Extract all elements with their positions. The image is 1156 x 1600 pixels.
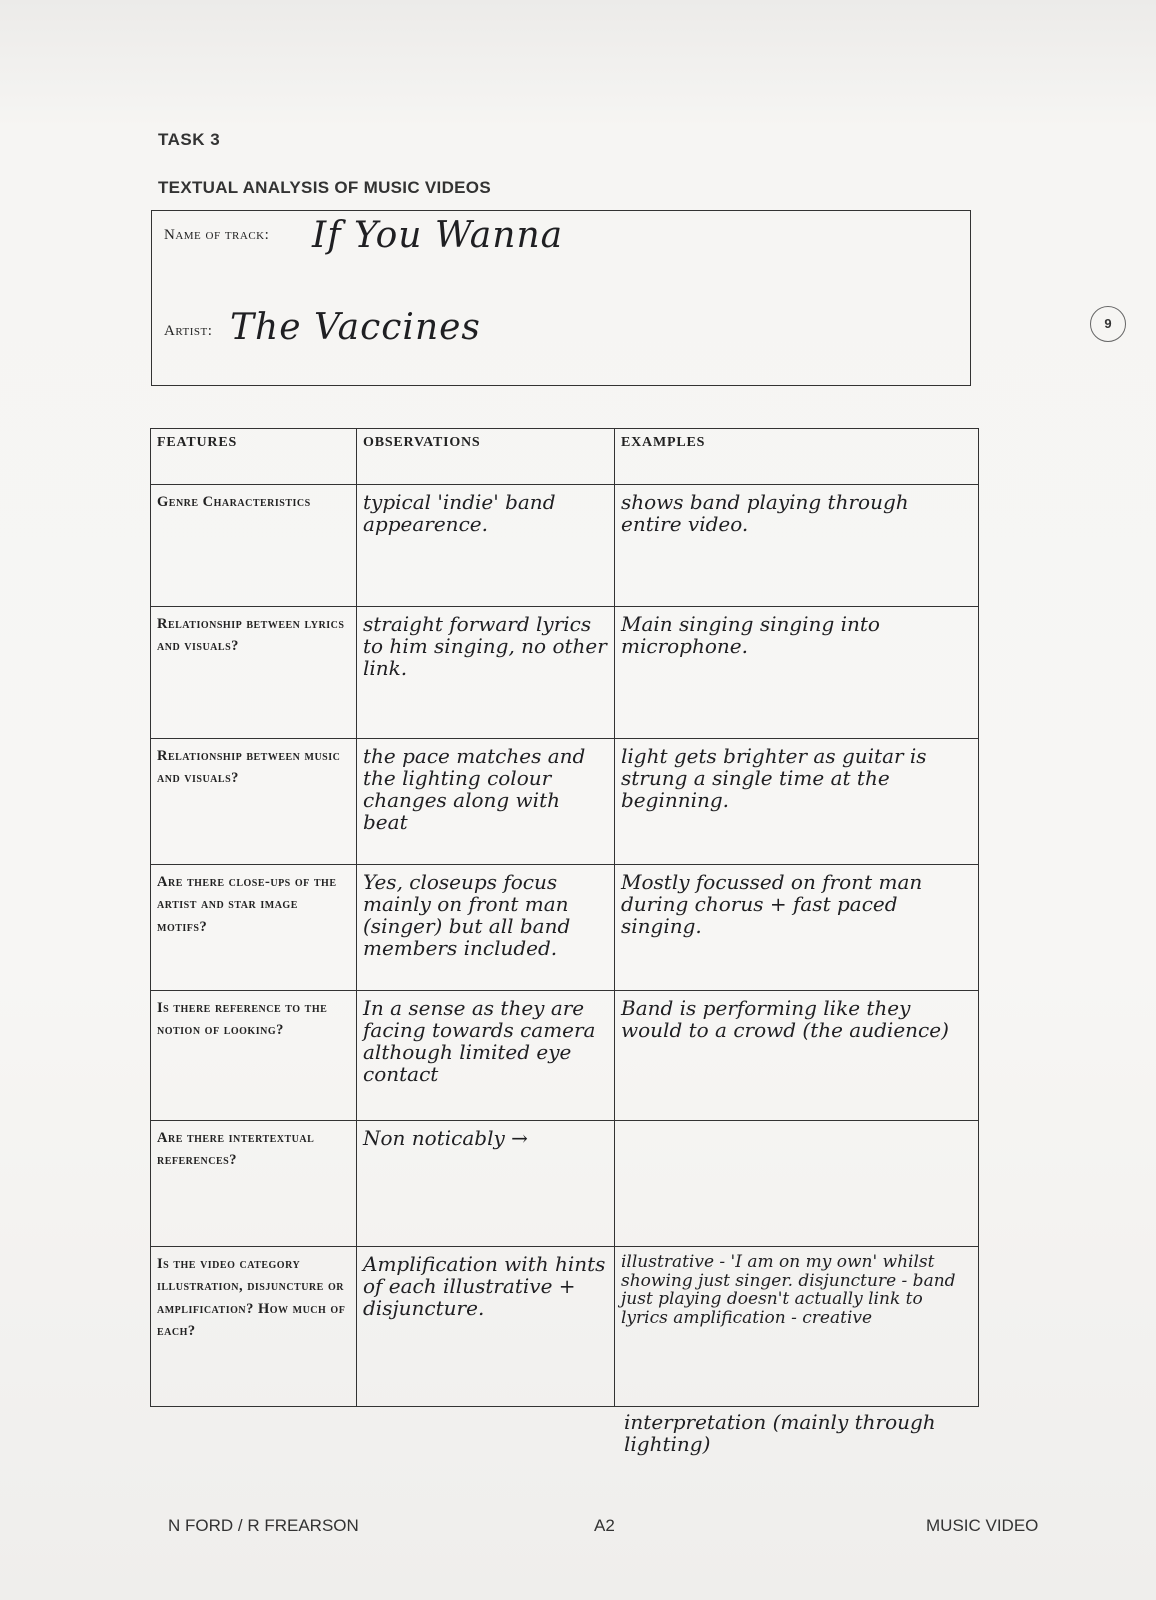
overflow-handwritten-note: interpretation (mainly through lighting) — [624, 1410, 936, 1456]
feature-cell: Is there reference to the notion of looking? — [151, 991, 357, 1121]
analysis-table — [150, 428, 979, 1407]
artist-label: Artist: — [164, 323, 213, 339]
observation-cell: Amplification with hints of each illustrative + disjuncture. — [363, 1252, 606, 1320]
example-cell: Main singing singing into microphone. — [621, 612, 880, 658]
table-row — [151, 607, 979, 739]
table-row — [151, 485, 979, 607]
header-observations: OBSERVATIONS — [357, 429, 615, 485]
footer-authors: N FORD / R FREARSON — [168, 1516, 359, 1535]
observation-cell: In a sense as they are facing towards camera although limited eye contact — [363, 996, 596, 1086]
example-cell: illustrative - 'I am on my own' whilst showing just singer. disjuncture - band just playing doesn't actually link to lyrics amplification - creative — [621, 1252, 956, 1329]
feature-cell: Are there intertextual references? — [151, 1121, 357, 1247]
footer-subject: MUSIC VIDEO — [926, 1516, 1039, 1535]
feature-cell: Genre Characteristics — [151, 485, 357, 607]
table-row — [151, 991, 979, 1121]
header-examples: EXAMPLES — [615, 429, 979, 485]
task-label: TASK 3 — [158, 130, 221, 149]
header-features: FEATURES — [151, 429, 357, 485]
feature-cell: Relationship between music and visuals? — [151, 739, 357, 865]
table-row — [151, 1121, 979, 1247]
table-row — [151, 739, 979, 865]
observation-cell: typical 'indie' band appearence. — [363, 490, 556, 536]
feature-cell: Are there close-ups of the artist and star image motifs? — [151, 865, 357, 991]
document-title: TEXTUAL ANALYSIS OF MUSIC VIDEOS — [158, 178, 491, 197]
table-header-row — [151, 429, 979, 485]
observation-cell: Non noticably → — [363, 1126, 528, 1150]
feature-cell: Relationship between lyrics and visuals? — [151, 607, 357, 739]
feature-cell: Is the video category illustration, disjuncture or amplification? How much of each? — [151, 1247, 357, 1407]
example-cell: Mostly focussed on front man during chorus + fast paced singing. — [621, 870, 923, 938]
example-cell: light gets brighter as guitar is strung a single time at the beginning. — [621, 744, 927, 812]
observation-cell: straight forward lyrics to him singing, no other link. — [363, 612, 607, 680]
page-marker-circle: 9 — [1090, 306, 1126, 342]
observation-cell: Yes, closeups focus mainly on front man (singer) but all band members included. — [363, 870, 571, 960]
example-cell: shows band playing through entire video. — [621, 490, 909, 536]
track-name-value: If You Wanna — [312, 215, 564, 256]
table-row — [151, 865, 979, 991]
track-name-label: Name of track: — [164, 227, 270, 243]
track-info-box — [151, 210, 971, 386]
observation-cell: the pace matches and the lighting colour changes along with beat — [363, 744, 586, 834]
table-row — [151, 1247, 979, 1407]
example-cell: Band is performing like they would to a crowd (the audience) — [621, 996, 949, 1042]
artist-value: The Vaccines — [230, 307, 481, 348]
footer-level: A2 — [594, 1516, 615, 1535]
